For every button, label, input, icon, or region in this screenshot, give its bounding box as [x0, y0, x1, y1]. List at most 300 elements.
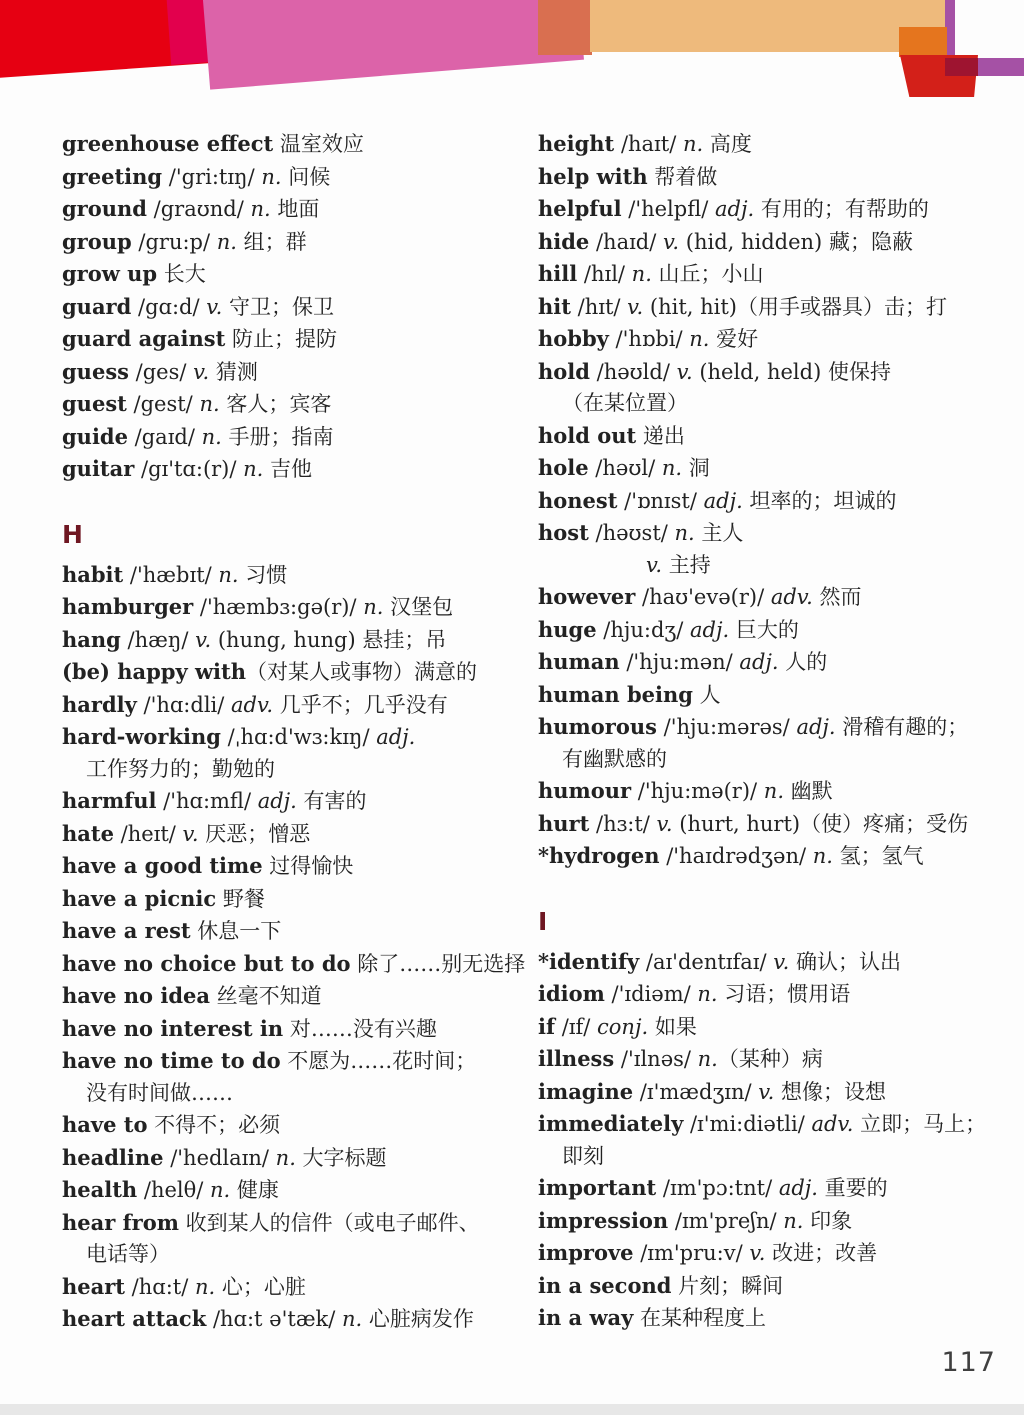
decor-orange-square: [899, 27, 947, 57]
glossary-column-left: [62, 128, 542, 1336]
glossary-entry-line: [538, 946, 1018, 979]
headword: guard against: [62, 326, 226, 351]
phonetic: /hɑ:t ə'tæk/: [206, 1307, 343, 1331]
chinese-gloss: 山丘；小山: [651, 262, 764, 286]
glossary-entry-line: [538, 1302, 1018, 1335]
chinese-gloss: 野餐: [216, 886, 265, 911]
glossary-entry-line: [62, 161, 542, 194]
headword: hit: [538, 293, 571, 319]
glossary-entry-line: [538, 808, 1018, 841]
headword: *identify: [538, 948, 640, 974]
part-of-speech: n.: [275, 1145, 296, 1170]
chinese-gloss: 递出: [636, 423, 685, 448]
part-of-speech: adv.: [811, 1112, 854, 1136]
part-of-speech: n.: [783, 1208, 804, 1233]
glossary-entry-line: [62, 291, 542, 324]
glossary-entry-line: [62, 323, 542, 356]
decor-tan-block: [590, 0, 946, 52]
chinese-gloss: 休息一下: [190, 919, 282, 943]
glossary-entry-line: [538, 517, 1018, 550]
part-of-speech: adj.: [778, 1176, 818, 1200]
headword: guitar: [62, 456, 135, 481]
headword: illness: [538, 1046, 615, 1071]
glossary-entry-line: [538, 1205, 1018, 1238]
phonetic: /ɪm'preʃn/: [668, 1208, 784, 1233]
glossary-entry-line: [62, 1239, 542, 1271]
part-of-speech: v.: [646, 552, 663, 577]
chinese-gloss: 改进；改善: [765, 1241, 878, 1265]
glossary-entry-line: [538, 1011, 1018, 1044]
glossary-entry-line: [62, 721, 542, 754]
chinese-gloss: 习惯: [238, 562, 288, 587]
glossary-entry-line: [538, 1270, 1018, 1303]
chinese-gloss: （某种）病: [717, 1047, 823, 1071]
chinese-gloss: 氢；氢气: [832, 844, 924, 868]
decor-overlap-square: [945, 58, 978, 76]
chinese-gloss: 藏；隐蔽: [822, 229, 913, 254]
chinese-gloss: 几乎不；几乎没有: [273, 692, 448, 717]
chinese-gloss: 没有时间做……: [86, 1080, 233, 1105]
headword: hang: [62, 626, 121, 652]
part-of-speech: v.: [195, 627, 212, 652]
glossary-entry-line: [538, 978, 1018, 1011]
glossary-entry-line: [62, 226, 542, 259]
phonetic: /aɪ'dentɪfaɪ/: [639, 949, 774, 974]
phonetic: /hɑ:t/: [125, 1274, 195, 1299]
decor-salmon-block: [538, 0, 592, 55]
chinese-gloss: 不得不；必须: [147, 1113, 281, 1137]
headword: guard: [62, 293, 132, 319]
chinese-gloss: 大字标题: [295, 1145, 387, 1170]
glossary-entry-line: [62, 356, 542, 389]
part-of-speech: n.: [812, 844, 833, 868]
phonetic: /gest/: [126, 392, 200, 416]
chinese-gloss: 长大: [157, 262, 206, 286]
phonetic: /hɜ:t/: [589, 811, 657, 836]
headword: health: [62, 1177, 138, 1202]
phonetic: (hung, hung): [211, 627, 356, 652]
headword: guide: [62, 423, 128, 449]
glossary-entry-line: [538, 744, 1018, 776]
phonetic: /haɪt/: [614, 132, 683, 156]
glossary-entry-line: [538, 226, 1018, 259]
part-of-speech: adj.: [714, 197, 755, 221]
decorative-header-band: [0, 0, 1024, 135]
headword: *hydrogen: [538, 843, 660, 868]
chinese-gloss: 有用的；有帮助的: [754, 197, 929, 221]
page-number: 117: [941, 1347, 996, 1378]
glossary-entry-line: [62, 128, 542, 161]
headword: improve: [538, 1240, 634, 1265]
part-of-speech: conj.: [597, 1014, 649, 1039]
headword: however: [538, 584, 636, 609]
phonetic: /ˌhɑ:d'wɜ:kɪŋ/: [220, 725, 377, 749]
chinese-gloss: 重要的: [817, 1176, 888, 1200]
phonetic: /'ɪdiəm/: [604, 982, 698, 1006]
phonetic: /'ɪlnəs/: [614, 1047, 698, 1071]
chinese-gloss: （用手或器具）击；打: [736, 294, 947, 319]
part-of-speech: v.: [627, 294, 644, 319]
glossary-entry-line: [62, 421, 542, 454]
part-of-speech: v.: [758, 1079, 775, 1104]
headword: hamburger: [62, 594, 194, 619]
glossary-entry-line: [62, 388, 542, 421]
phonetic: /'hju:mən/: [619, 650, 740, 674]
glossary-entry-line: [62, 656, 542, 689]
glossary-entry-line: [62, 980, 542, 1013]
chinese-gloss: 悬挂；吊: [355, 627, 447, 652]
chinese-gloss: 习语；惯用语: [717, 982, 851, 1006]
chinese-gloss: 问候: [281, 164, 331, 189]
part-of-speech: n.: [216, 229, 237, 254]
phonetic: /gɑ:d/: [131, 294, 207, 319]
headword: honest: [538, 487, 618, 513]
glossary-entry-line: [62, 883, 542, 916]
chinese-gloss: 在某种程度上: [633, 1306, 767, 1330]
glossary-entry-line: [62, 1174, 542, 1207]
headword: in a way: [538, 1305, 634, 1330]
glossary-entry-line: [538, 161, 1018, 194]
glossary-entry-line: [538, 1237, 1018, 1270]
part-of-speech: n.: [689, 327, 710, 351]
chinese-gloss: 坦率的；坦诚的: [742, 488, 897, 513]
part-of-speech: n.: [682, 132, 704, 156]
part-of-speech: adj.: [796, 715, 836, 739]
chinese-gloss: 如果: [648, 1014, 697, 1039]
chinese-gloss: 即刻: [562, 1143, 604, 1168]
chinese-gloss: 巨大的: [729, 617, 799, 642]
phonetic: /gɪ'tɑ:(r)/: [134, 457, 244, 481]
chinese-gloss: 印象: [803, 1208, 853, 1233]
phonetic: /ɪf/: [555, 1014, 598, 1039]
phonetic: /ɪm'pɔ:tnt/: [656, 1176, 779, 1200]
chinese-gloss: 收到某人的信件（或电子邮件、: [178, 1210, 480, 1235]
part-of-speech: adj.: [690, 617, 730, 642]
phonetic: /ɪ'mi:diətli/: [683, 1112, 812, 1136]
section-header-h: H: [62, 519, 83, 549]
phonetic: /heɪt/: [113, 821, 183, 846]
glossary-entry-line: [538, 291, 1018, 324]
glossary-entry-line: [538, 485, 1018, 518]
part-of-speech: adj.: [703, 488, 743, 513]
chinese-gloss: 有害的: [296, 789, 367, 813]
headword: have to: [62, 1112, 148, 1137]
headword: hill: [538, 261, 578, 286]
glossary-entry-line: [538, 775, 1018, 808]
phonetic: /ges/: [128, 359, 194, 384]
headword: important: [538, 1175, 657, 1200]
glossary-entry-line: [62, 689, 542, 722]
glossary-entry-line: [62, 754, 542, 786]
chinese-gloss: 有幽默感的: [562, 746, 667, 771]
part-of-speech: v.: [193, 359, 210, 384]
headword: host: [538, 520, 589, 545]
glossary-entry-line: [62, 559, 542, 592]
glossary-entry-line: [62, 1013, 542, 1046]
headword: imagine: [538, 1078, 634, 1104]
glossary-entry-line: [538, 1076, 1018, 1109]
glossary-column-right: [538, 128, 1018, 1335]
part-of-speech: v.: [182, 821, 199, 846]
glossary-entry-line: [538, 646, 1018, 679]
phonetic: /gru:p/: [131, 229, 217, 254]
part-of-speech: v.: [773, 949, 790, 974]
phonetic: /hɪl/: [577, 262, 632, 286]
glossary-entry-line: [538, 840, 1018, 873]
phonetic: /'hɑ:dli/: [136, 692, 232, 717]
headword: greenhouse effect: [62, 131, 274, 156]
phonetic: /ɪm'pru:v/: [633, 1241, 750, 1265]
part-of-speech: n.: [342, 1307, 363, 1331]
headword: greeting: [62, 163, 163, 189]
glossary-entry-line: [62, 1271, 542, 1304]
chinese-gloss: 组；群: [236, 229, 307, 254]
glossary-entry-line: [538, 128, 1018, 161]
phonetic: /hɪt/: [570, 294, 628, 319]
phonetic: /graʊnd/: [146, 197, 251, 221]
glossary-entry-line: [62, 785, 542, 818]
phonetic: (hid, hidden): [679, 229, 823, 254]
part-of-speech: n.: [763, 779, 784, 803]
chinese-gloss: 猜测: [209, 359, 258, 384]
chinese-gloss: 人: [692, 682, 721, 707]
part-of-speech: n.: [210, 1178, 231, 1202]
headword: have a rest: [62, 918, 191, 943]
phonetic: /haʊ'evə(r)/: [635, 585, 771, 609]
part-of-speech: v.: [663, 229, 680, 254]
headword: (be) happy with: [62, 659, 247, 684]
section-header-i: I: [538, 906, 548, 936]
chinese-gloss: 滑稽有趣的；: [835, 715, 969, 739]
part-of-speech: adv.: [231, 692, 274, 717]
chinese-gloss: 厌恶；憎恶: [198, 821, 311, 846]
headword: habit: [62, 561, 124, 587]
headword: hole: [538, 455, 589, 480]
glossary-entry-line: [538, 193, 1018, 226]
phonetic: /həʊl/: [588, 456, 662, 480]
headword: headline: [62, 1144, 164, 1170]
glossary-entry-line: [538, 420, 1018, 453]
phonetic: /'hɑ:mfl/: [156, 789, 258, 813]
chinese-gloss: 地面: [270, 197, 320, 221]
glossary-entry-line: [62, 1078, 542, 1110]
part-of-speech: v.: [656, 811, 673, 836]
chinese-gloss: 幽默: [784, 779, 833, 803]
glossary-entry-line: [538, 1172, 1018, 1205]
chinese-gloss: 然而: [812, 585, 862, 609]
headword: helpful: [538, 196, 622, 221]
headword: huge: [538, 616, 597, 642]
glossary-entry-line: [538, 581, 1018, 614]
chinese-gloss: 对……没有兴趣: [283, 1016, 437, 1041]
glossary-entry-line: [538, 711, 1018, 744]
glossary-entry-line: [62, 591, 542, 624]
headword: immediately: [538, 1111, 684, 1136]
phonetic: (hurt, hurt): [672, 811, 801, 836]
headword: hardly: [62, 691, 137, 717]
headword: in a second: [538, 1272, 672, 1298]
phonetic: /hju:dʒ/: [596, 617, 691, 642]
phonetic: /'gri:tɪŋ/: [162, 164, 262, 189]
glossary-entry-line: [538, 258, 1018, 291]
chinese-gloss: 吉他: [263, 457, 313, 481]
glossary-entry-line: [538, 1108, 1018, 1141]
headword: hard-working: [62, 724, 221, 749]
headword: have no time to do: [62, 1048, 281, 1073]
headword: height: [538, 131, 615, 156]
phonetic: /'hedlaɪn/: [163, 1145, 276, 1170]
phonetic: /'hæbɪt/: [123, 562, 219, 587]
chinese-gloss: 洞: [682, 456, 710, 480]
glossary-entry-line: [62, 1045, 542, 1078]
headword: group: [62, 228, 132, 254]
phonetic: (held, held): [692, 359, 822, 384]
chinese-gloss: 健康: [230, 1178, 279, 1202]
glossary-entry-line: [62, 624, 542, 657]
part-of-speech: adj.: [376, 725, 416, 749]
headword: human being: [538, 681, 693, 707]
chinese-gloss: 丝毫不知道: [209, 984, 322, 1008]
chinese-gloss: 高度: [703, 132, 752, 156]
part-of-speech: n.: [697, 982, 718, 1006]
part-of-speech: n.: [194, 1274, 216, 1299]
glossary-entry-line: [62, 1142, 542, 1175]
glossary-entry-line: [538, 679, 1018, 712]
chinese-gloss: 客人；宾客: [219, 392, 332, 416]
part-of-speech: n.: [243, 457, 264, 481]
phonetic: /'haɪdrədʒən/: [659, 844, 813, 868]
phonetic: /'hju:mərəs/: [656, 715, 797, 739]
headword: humorous: [538, 714, 657, 739]
headword: hurt: [538, 810, 590, 836]
headword: guess: [62, 358, 129, 384]
headword: have a good time: [62, 853, 263, 878]
part-of-speech: adj.: [257, 789, 297, 813]
headword: have no choice but to do: [62, 950, 351, 976]
headword: have no interest in: [62, 1015, 284, 1041]
part-of-speech: v.: [676, 359, 693, 384]
headword: hold: [538, 358, 590, 384]
phonetic: /'helpfl/: [621, 197, 715, 221]
headword: guest: [62, 391, 127, 416]
chinese-gloss: （对某人或事物）满意的: [246, 660, 478, 684]
chinese-gloss: 汉堡包: [383, 595, 454, 619]
glossary-entry-line: [538, 452, 1018, 485]
headword: help with: [538, 163, 648, 189]
part-of-speech: n.: [201, 424, 222, 449]
phonetic: /ɪ'mædʒɪn/: [633, 1079, 759, 1104]
chinese-gloss: 爱好: [709, 327, 759, 351]
glossary-entry-line: [62, 850, 542, 883]
headword: have a picnic: [62, 885, 217, 911]
chinese-gloss: 确认；认出: [789, 949, 902, 974]
phonetic: /'hɒbi/: [608, 327, 690, 351]
chinese-gloss: 电话等）: [86, 1242, 170, 1266]
headword: human: [538, 649, 620, 674]
part-of-speech: n.: [261, 164, 282, 189]
glossary-entry-line: [62, 1109, 542, 1142]
headword: grow up: [62, 261, 158, 286]
glossary-entry-line: [538, 1043, 1018, 1076]
glossary-entry-line: [538, 614, 1018, 647]
part-of-speech: n.: [674, 521, 695, 545]
chinese-gloss: 除了……别无选择: [350, 951, 526, 976]
phonetic: /həʊst/: [588, 521, 675, 545]
part-of-speech: n.: [218, 562, 239, 587]
glossary-entry-line: [62, 1207, 542, 1240]
chinese-gloss: 想像；设想: [774, 1079, 887, 1104]
chinese-gloss: 不愿为……花时间；: [280, 1049, 477, 1073]
glossary-entry-line: [538, 388, 1018, 420]
decor-pink-block: [202, 0, 584, 90]
glossary-entry-line: [62, 818, 542, 851]
part-of-speech: adj.: [739, 650, 779, 674]
glossary-entry-line: [62, 1303, 542, 1336]
part-of-speech: adv.: [770, 585, 813, 609]
glossary-entry-line: [538, 323, 1018, 356]
part-of-speech: n.: [199, 392, 220, 416]
part-of-speech: v.: [749, 1241, 766, 1265]
part-of-speech: n.: [631, 262, 652, 286]
headword: heart attack: [62, 1306, 207, 1331]
glossary-entry-line: [538, 550, 1018, 582]
headword: ground: [62, 196, 147, 221]
chinese-gloss: 心脏病发作: [362, 1307, 474, 1331]
chinese-gloss: 主持: [662, 552, 711, 577]
phonetic: /'ɒnɪst/: [617, 488, 704, 513]
headword: hate: [62, 820, 114, 846]
phonetic: /hæŋ/: [120, 627, 196, 652]
glossary-entry-line: [62, 948, 542, 981]
glossary-entry-line: [538, 356, 1018, 389]
part-of-speech: n.: [250, 197, 271, 221]
chinese-gloss: （使）疼痛；受伤: [800, 811, 969, 836]
chinese-gloss: 温室效应: [273, 132, 364, 156]
chinese-gloss: 守卫；保卫: [222, 294, 334, 319]
page-bottom-edge: [0, 1404, 1024, 1415]
part-of-speech: n.: [661, 456, 683, 480]
phonetic: /helθ/: [137, 1178, 211, 1202]
chinese-gloss: 主人: [694, 521, 744, 545]
phonetic: (hit, hit): [643, 294, 737, 319]
headword: hold out: [538, 422, 637, 448]
phonetic: /'hju:mə(r)/: [631, 779, 764, 803]
part-of-speech: n.: [363, 595, 384, 619]
headword: harmful: [62, 788, 157, 813]
chinese-gloss: 手册；指南: [221, 424, 334, 449]
headword: idiom: [538, 981, 605, 1006]
headword: have no idea: [62, 983, 210, 1008]
phonetic: /gaɪd/: [127, 424, 202, 449]
part-of-speech: n.: [697, 1047, 718, 1071]
chinese-gloss: 防止；提防: [225, 327, 337, 351]
headword: hide: [538, 228, 590, 254]
headword: hear from: [62, 1209, 179, 1235]
headword: hobby: [538, 326, 609, 351]
headword: impression: [538, 1207, 669, 1233]
glossary-entry-line: [538, 1141, 1018, 1173]
chinese-gloss: 帮着做: [647, 164, 718, 189]
chinese-gloss: 使保持: [821, 359, 891, 384]
phonetic: /'hæmbɜ:gə(r)/: [193, 595, 364, 619]
phonetic: /haɪd/: [589, 229, 664, 254]
glossary-entry-line: [62, 453, 542, 486]
headword: if: [538, 1013, 556, 1039]
glossary-entry-line: [62, 193, 542, 226]
glossary-entry-line: [62, 915, 542, 948]
headword: humour: [538, 778, 632, 803]
chinese-gloss: 工作努力的；勤勉的: [86, 756, 275, 781]
